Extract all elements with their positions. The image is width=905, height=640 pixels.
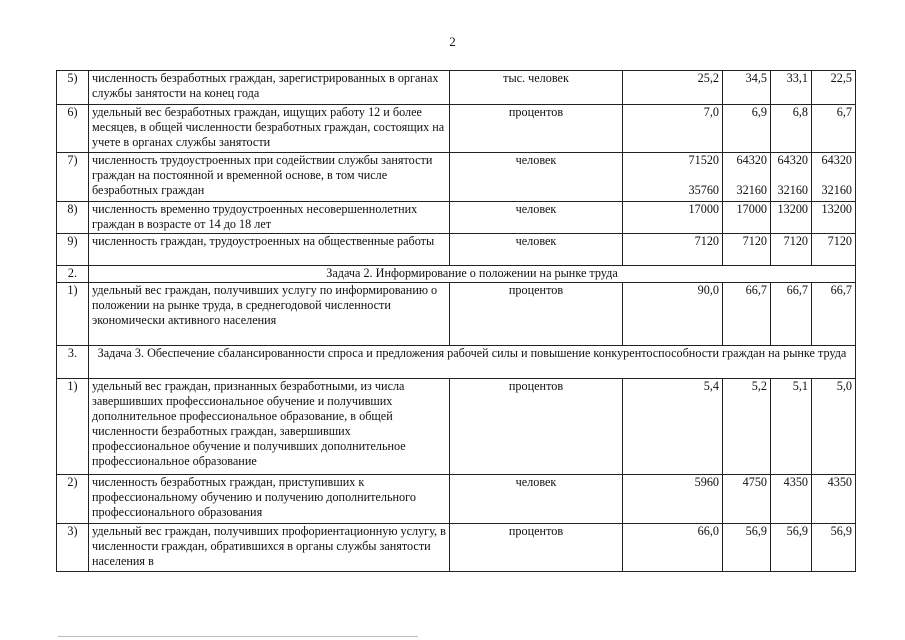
indicator-name: удельный вес граждан, получивших услугу по информированию о положении на рынке труда, в среднегодовой численности экономически активного населения <box>89 283 450 346</box>
indicator-name: удельный вес граждан, признанных безработными, из числа завершивших профессиональное обучение и получивших дополнительное профессиональное образование, в общей численности безработных граждан, завершивших профессиональное обучение и получивших дополнительное профессиональное образование <box>89 379 450 475</box>
value-cell: 5,1 <box>771 379 812 475</box>
unit-cell: процентов <box>450 379 623 475</box>
task-number: 3. <box>57 346 89 379</box>
table-row <box>57 202 856 234</box>
unit-cell: процентов <box>450 283 623 346</box>
task-header-row <box>57 346 856 379</box>
indicator-name: численность трудоустроенных при содействии службы занятости граждан на постоянной и временной основе, в том числе безработных граждан <box>89 153 450 202</box>
total-value: 64320 <box>736 153 767 167</box>
value-cell: 6,9 <box>723 105 771 153</box>
value-cell: 66,7 <box>771 283 812 346</box>
value-cell: 56,9 <box>771 524 812 572</box>
task-header-row <box>57 266 856 283</box>
indicator-name: численность безработных граждан, приступивших к профессиональному обучению и получению дополнительного профессионального образования <box>89 475 450 524</box>
value-cell: 56,9 <box>723 524 771 572</box>
value-cell: 66,7 <box>812 283 856 346</box>
row-number: 9) <box>57 234 89 266</box>
task-title: Задача 2. Информирование о положении на рынке труда <box>89 266 856 283</box>
unemployed-value: 35760 <box>688 183 719 197</box>
value-cell <box>623 153 723 202</box>
row-number: 7) <box>57 153 89 202</box>
task-title: Задача 3. Обеспечение сбалансированности спроса и предложения рабочей силы и повышение конкурентоспособности граждан на рынке труда <box>89 346 856 379</box>
indicators-table <box>56 70 856 572</box>
value-cell: 7,0 <box>623 105 723 153</box>
value-cell: 17000 <box>723 202 771 234</box>
value-cell: 4350 <box>812 475 856 524</box>
value-cell: 33,1 <box>771 71 812 105</box>
row-number: 6) <box>57 105 89 153</box>
value-cell: 13200 <box>812 202 856 234</box>
value-cell: 7120 <box>623 234 723 266</box>
unit-cell: человек <box>450 234 623 266</box>
table-row <box>57 524 856 572</box>
table-row <box>57 105 856 153</box>
page-number: 2 <box>449 34 456 49</box>
value-cell: 7120 <box>723 234 771 266</box>
unit-cell: человек <box>450 153 623 202</box>
unit-cell: тыс. человек <box>450 71 623 105</box>
value-cell: 25,2 <box>623 71 723 105</box>
unemployed-value: 32160 <box>736 183 767 197</box>
unemployed-value: 32160 <box>821 183 852 197</box>
value-cell: 4350 <box>771 475 812 524</box>
value-cell: 5960 <box>623 475 723 524</box>
table-row <box>57 379 856 475</box>
total-value: 64320 <box>821 153 852 167</box>
value-cell: 22,5 <box>812 71 856 105</box>
indicator-name: численность граждан, трудоустроенных на общественные работы <box>89 234 450 266</box>
value-cell: 5,0 <box>812 379 856 475</box>
value-cell: 4750 <box>723 475 771 524</box>
unit-cell: процентов <box>450 524 623 572</box>
table-row <box>57 475 856 524</box>
value-cell: 5,4 <box>623 379 723 475</box>
value-cell <box>812 153 856 202</box>
indicator-name: удельный вес граждан, получивших профориентационную услугу, в численности граждан, обратившихся в органы службы занятости населения в <box>89 524 450 572</box>
table-row <box>57 71 856 105</box>
unit-cell: человек <box>450 475 623 524</box>
value-cell: 34,5 <box>723 71 771 105</box>
value-cell: 66,7 <box>723 283 771 346</box>
value-cell: 56,9 <box>812 524 856 572</box>
total-value: 71520 <box>688 153 719 167</box>
value-cell: 5,2 <box>723 379 771 475</box>
indicator-name: удельный вес безработных граждан, ищущих работу 12 и более месяцев, в общей численности безработных граждан, состоящих на учете в органах службы занятости <box>89 105 450 153</box>
unit-cell: процентов <box>450 105 623 153</box>
table-row <box>57 153 856 202</box>
unemployed-value: 32160 <box>777 183 808 197</box>
row-number: 1) <box>57 379 89 475</box>
unit-cell: человек <box>450 202 623 234</box>
value-cell: 17000 <box>623 202 723 234</box>
row-number: 8) <box>57 202 89 234</box>
value-cell: 13200 <box>771 202 812 234</box>
value-cell: 7120 <box>812 234 856 266</box>
value-cell <box>723 153 771 202</box>
table-row <box>57 234 856 266</box>
task-number: 2. <box>57 266 89 283</box>
value-cell: 90,0 <box>623 283 723 346</box>
value-cell <box>771 153 812 202</box>
table-row <box>57 283 856 346</box>
value-cell: 7120 <box>771 234 812 266</box>
row-number: 5) <box>57 71 89 105</box>
indicator-name: численность безработных граждан, зарегистрированных в органах службы занятости на конец года <box>89 71 450 105</box>
value-cell: 66,0 <box>623 524 723 572</box>
footer-rule <box>58 636 418 638</box>
row-number: 2) <box>57 475 89 524</box>
value-cell: 6,7 <box>812 105 856 153</box>
total-value: 64320 <box>777 153 808 167</box>
row-number: 3) <box>57 524 89 572</box>
value-cell: 6,8 <box>771 105 812 153</box>
indicator-name: численность временно трудоустроенных несовершеннолетних граждан в возрасте от 14 до 18 лет <box>89 202 450 234</box>
row-number: 1) <box>57 283 89 346</box>
